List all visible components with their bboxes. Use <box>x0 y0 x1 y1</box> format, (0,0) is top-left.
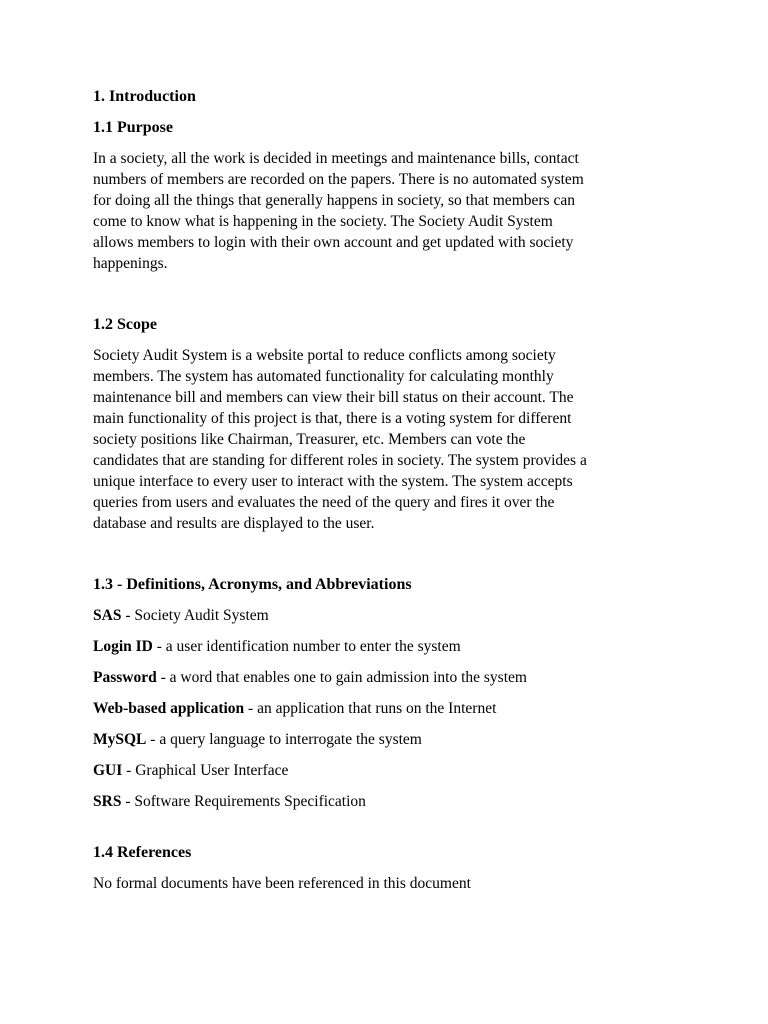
document-page <box>93 86 693 894</box>
scope-paragraph <box>93 345 693 534</box>
definition-item <box>93 698 693 719</box>
definition-term: SRS <box>93 793 122 810</box>
definition-term: GUI <box>93 762 123 779</box>
definition-description: - a query language to interrogate the system <box>146 731 422 748</box>
definition-item <box>93 667 693 688</box>
text-line: numbers of members are recorded on the papers. There is no automated system <box>93 171 584 188</box>
references-paragraph: No formal documents have been referenced in this document <box>93 875 471 892</box>
definition-term: Password <box>93 669 157 686</box>
definition-term: MySQL <box>93 731 147 748</box>
section-purpose <box>93 117 693 274</box>
definition-description: - an application that runs on the Internet <box>244 700 497 717</box>
section-spacer <box>93 822 693 842</box>
text-line: main functionality of this project is that, there is a voting system for different <box>93 410 572 427</box>
text-line: unique interface to every user to interact with the system. The system accepts <box>93 473 573 490</box>
section-scope <box>93 314 693 534</box>
definition-description: - Society Audit System <box>121 607 269 624</box>
section-spacer <box>93 534 693 574</box>
definition-item <box>93 760 693 781</box>
text-line: members. The system has automated functionality for calculating monthly <box>93 368 554 385</box>
section-heading-introduction: 1. Introduction <box>93 88 196 105</box>
text-line: allows members to login with their own account and get updated with society <box>93 234 574 251</box>
text-line: for doing all the things that generally happens in society, so that members can <box>93 192 575 209</box>
text-line: database and results are displayed to the user. <box>93 515 375 532</box>
definition-term: Login ID <box>93 638 153 655</box>
definition-item <box>93 791 693 812</box>
section-heading-definitions: 1.3 - Definitions, Acronyms, and Abbreviations <box>93 576 412 593</box>
text-line: happenings. <box>93 255 168 272</box>
definition-item <box>93 605 693 626</box>
text-line: maintenance bill and members can view their bill status on their account. The <box>93 389 574 406</box>
text-line: society positions like Chairman, Treasurer, etc. Members can vote the <box>93 431 526 448</box>
definition-term: Web-based application <box>93 700 245 717</box>
text-line: candidates that are standing for different roles in society. The system provides a <box>93 452 587 469</box>
text-line: Society Audit System is a website portal to reduce conflicts among society <box>93 347 556 364</box>
section-heading-references: 1.4 References <box>93 844 192 861</box>
definition-item <box>93 636 693 657</box>
text-line: In a society, all the work is decided in meetings and maintenance bills, contact <box>93 150 579 167</box>
definition-description: - a user identification number to enter the system <box>152 638 461 655</box>
section-heading-scope: 1.2 Scope <box>93 316 157 333</box>
text-line: queries from users and evaluates the need of the query and fires it over the <box>93 494 555 511</box>
section-heading-purpose: 1.1 Purpose <box>93 119 173 136</box>
definition-item <box>93 729 693 750</box>
definition-description: - Software Requirements Specification <box>121 793 366 810</box>
section-references <box>93 842 693 894</box>
section-definitions <box>93 574 693 812</box>
definition-term: SAS <box>93 607 122 624</box>
text-line: come to know what is happening in the society. The Society Audit System <box>93 213 553 230</box>
definition-description: - Graphical User Interface <box>122 762 289 779</box>
purpose-paragraph <box>93 148 693 274</box>
definition-description: - a word that enables one to gain admission into the system <box>156 669 527 686</box>
section-spacer <box>93 274 693 314</box>
